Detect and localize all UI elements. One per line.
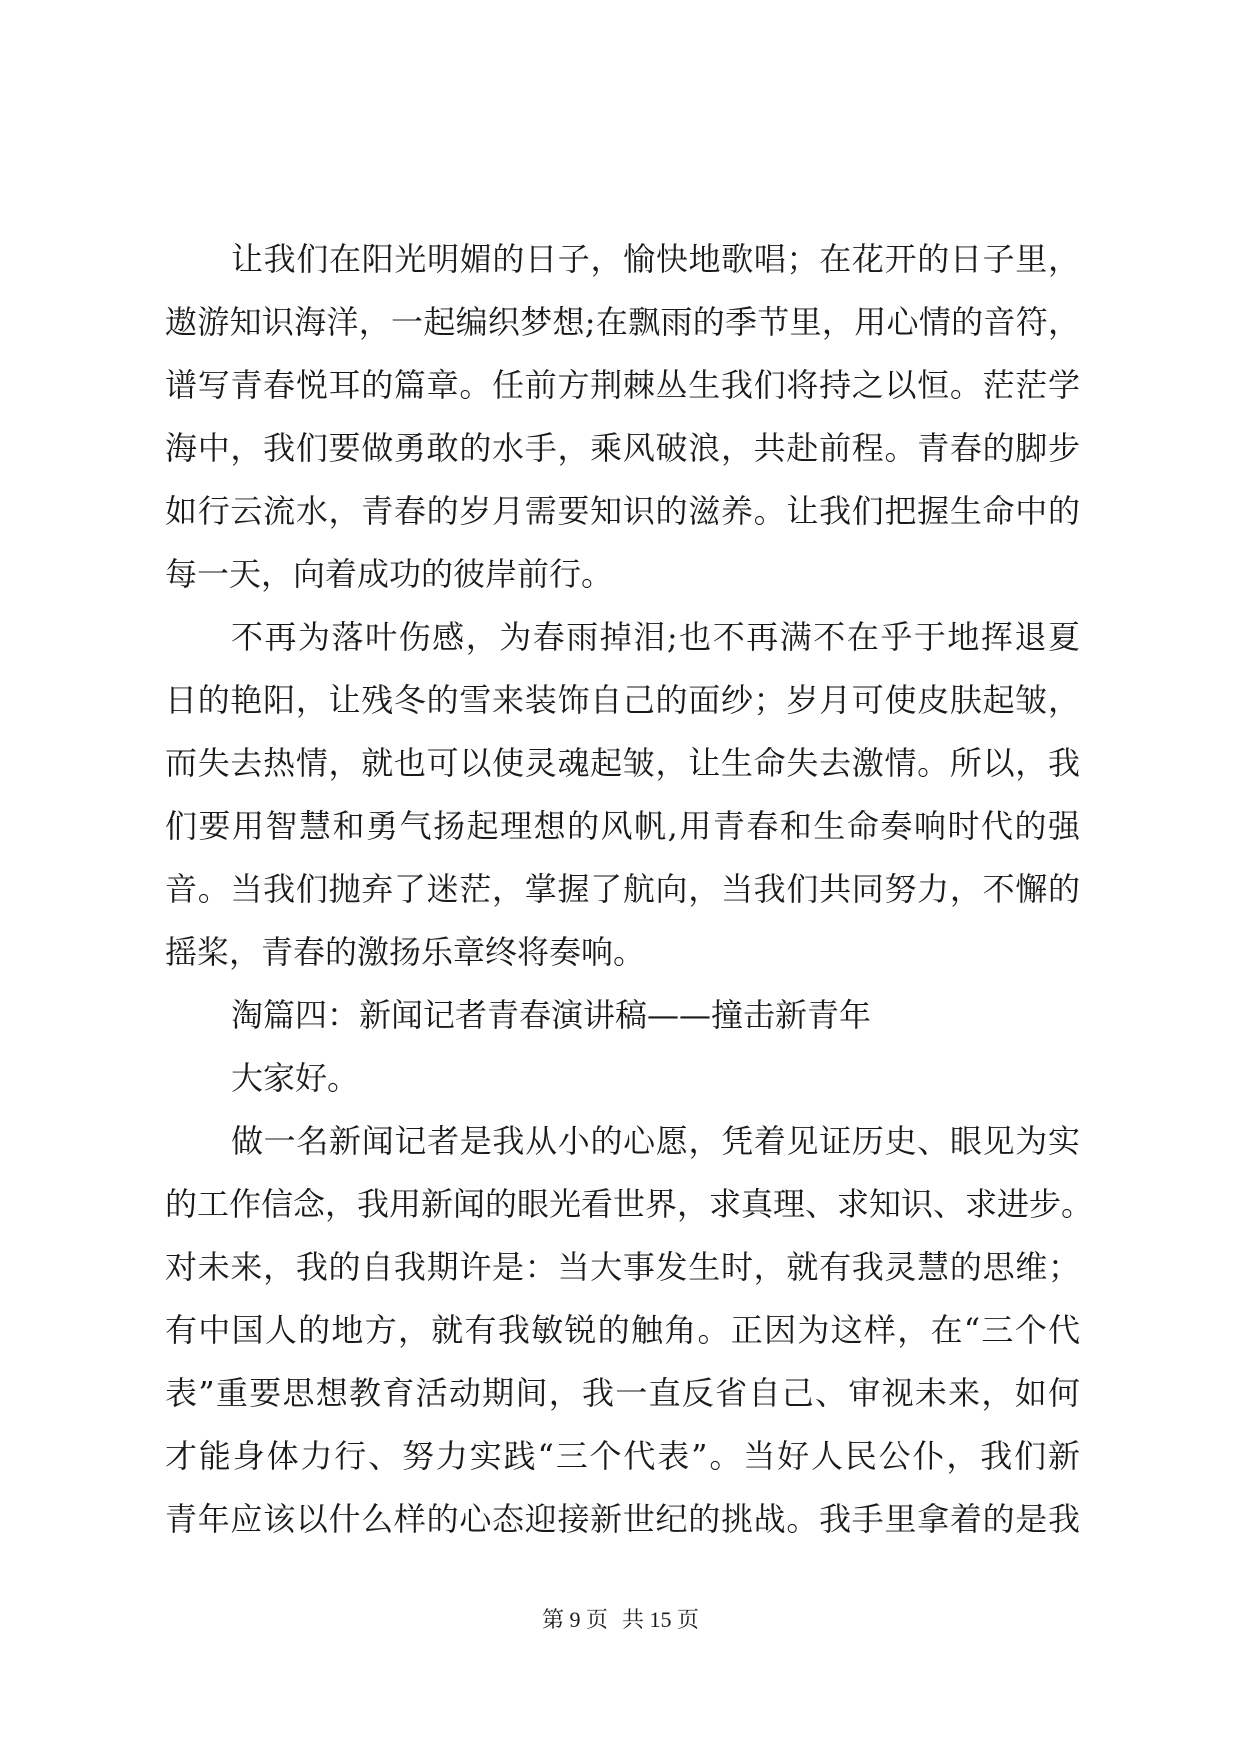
paragraph-line: 而失去热情，就也可以使灵魂起皱，让生命失去激情。所以，我: [165, 744, 1080, 782]
paragraph-line: 有中国人的地方，就有我敏锐的触角。正因为这样，在“三个代: [165, 1311, 1080, 1349]
paragraph-line: 让我们在阳光明媚的日子，愉快地歌唱；在花开的日子里，: [231, 240, 1080, 278]
paragraph-line: 如行云流水，青春的岁月需要知识的滋养。让我们把握生命中的: [165, 492, 1080, 530]
page-number: 第 9 页: [541, 1607, 608, 1632]
paragraph-line: 青年应该以什么样的心态迎接新世纪的挑战。我手里拿着的是我: [165, 1500, 1080, 1538]
paragraph-line: 不再为落叶伤感，为春雨掉泪;也不再满不在乎于地挥退夏: [231, 618, 1080, 656]
paragraph-line: 的工作信念，我用新闻的眼光看世界，求真理、求知识、求进步。: [165, 1185, 1094, 1223]
greeting-line: 大家好。: [231, 1059, 360, 1097]
paragraph-line: 做一名新闻记者是我从小的心愿，凭着见证历史、眼见为实: [231, 1122, 1080, 1160]
page-footer: [0, 1605, 1241, 1635]
paragraph-line: 才能身体力行、努力实践“三个代表”。当好人民公仆，我们新: [165, 1437, 1080, 1475]
paragraph-line: 日的艳阳，让残冬的雪来装饰自己的面纱；岁月可使皮肤起皱，: [165, 681, 1080, 719]
paragraph-line: 对未来，我的自我期许是：当大事发生时，就有我灵慧的思维；: [165, 1248, 1080, 1286]
paragraph-line: 们要用智慧和勇气扬起理想的风帆,用青春和生命奏响时代的强: [165, 807, 1080, 845]
page-total: 共 15 页: [622, 1607, 700, 1632]
paragraph-line: 表”重要思想教育活动期间，我一直反省自己、审视未来，如何: [165, 1374, 1080, 1412]
paragraph-line: 谱写青春悦耳的篇章。任前方荆棘丛生我们将持之以恒。茫茫学: [165, 366, 1080, 404]
paragraph-line: 遨游知识海洋，一起编织梦想;在飘雨的季节里，用心情的音符，: [165, 303, 1080, 341]
paragraph-line: 每一天，向着成功的彼岸前行。: [165, 555, 614, 593]
paragraph-line: 音。当我们抛弃了迷茫，掌握了航向，当我们共同努力，不懈的: [165, 870, 1080, 908]
paragraph-line: 海中，我们要做勇敢的水手，乘风破浪，共赴前程。青春的脚步: [165, 429, 1080, 467]
document-body: [165, 228, 1094, 1551]
section-heading: 淘篇四：新闻记者青春演讲稿——撞击新青年: [231, 996, 872, 1034]
paragraph-line: 摇桨，青春的激扬乐章终将奏响。: [165, 933, 646, 971]
